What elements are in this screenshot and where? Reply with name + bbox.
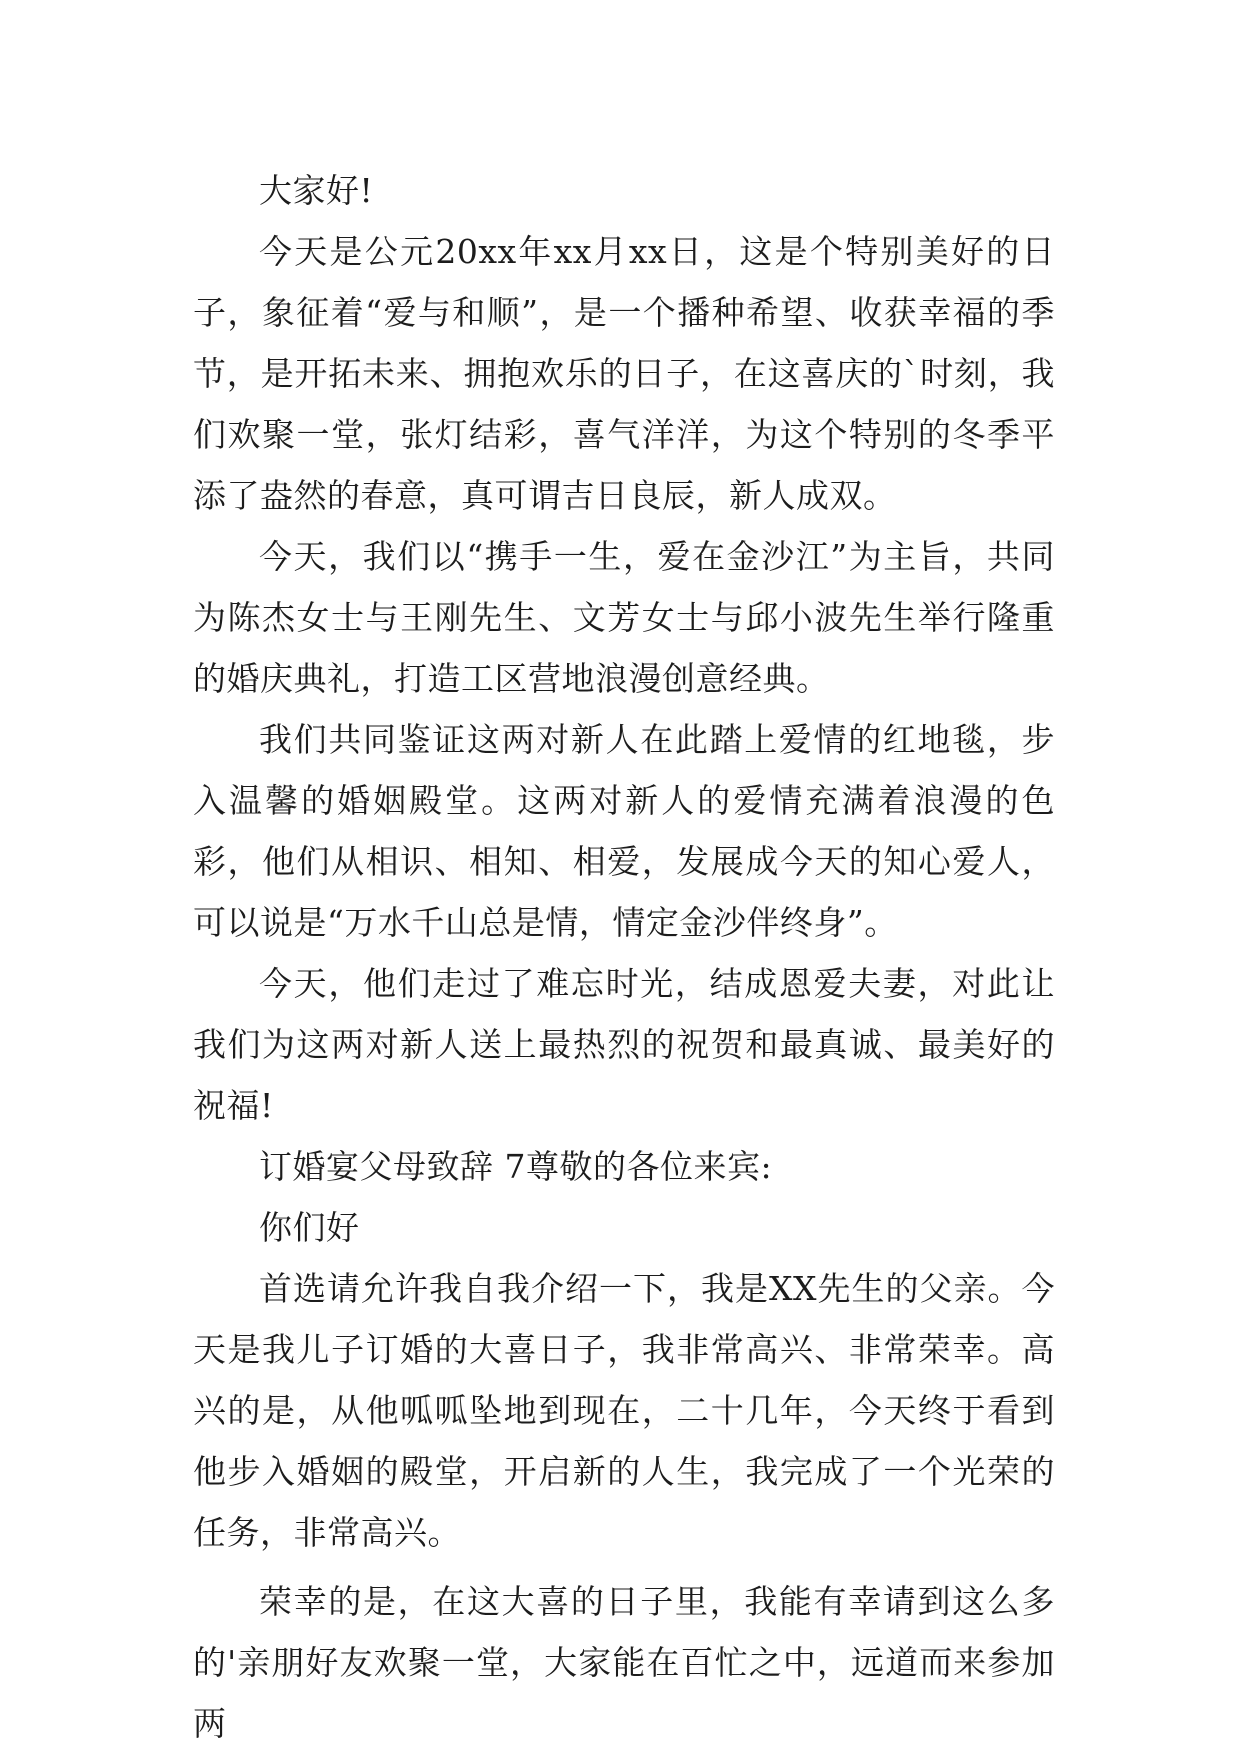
paragraph-blessing: 今天，他们走过了难忘时光，结成恩爱夫妻，对此让我们为这两对新人送上最热烈的祝贺和最真诚、最美好的祝福!: [193, 964, 1055, 1125]
paragraph-speech-title: 订婚宴父母致辞 7尊敬的各位来宾:: [259, 1147, 773, 1186]
paragraph-theme: 今天，我们以“携手一生，爱在金沙江”为主旨，共同为陈杰女士与王刚先生、文芳女士与邱小波先生举行隆重的婚庆典礼，打造工区营地浪漫创意经典。: [193, 537, 1055, 698]
paragraph-self-intro: 首选请允许我自我介绍一下，我是XX先生的父亲。今天是我儿子订婚的大喜日子，我非常高兴、非常荣幸。高兴的是，从他呱呱坠地到现在，二十几年，今天终于看到他步入婚姻的殿堂，开启新的人生，我完成了一个光荣的任务，非常高兴。: [193, 1269, 1055, 1552]
paragraph-date-intro: 今天是公元20xx年xx月xx日，这是个特别美好的日子，象征着“爱与和顺”，是一个播种希望、收获幸福的季节，是开拓未来、拥抱欢乐的日子，在这喜庆的`时刻，我们欢聚一堂，张灯结彩，喜气洋洋，为这个特别的冬季平添了盎然的春意，真可谓吉日良辰，新人成双。: [193, 232, 1055, 515]
paragraph-honored: 荣幸的是，在这大喜的日子里，我能有幸请到这么多的'亲朋好友欢聚一堂，大家能在百忙之中，远道而来参加两: [193, 1582, 1055, 1743]
paragraph-witness: 我们共同鉴证这两对新人在此踏上爱情的红地毯，步入温馨的婚姻殿堂。这两对新人的爱情充满着浪漫的色彩，他们从相识、相知、相爱，发展成今天的知心爱人，可以说是“万水千山总是情，情定金沙伴终身”。: [193, 720, 1055, 942]
document-body: [193, 160, 1055, 1754]
paragraph-greeting: 大家好!: [259, 171, 374, 210]
paragraph-hello: 你们好: [259, 1208, 360, 1247]
